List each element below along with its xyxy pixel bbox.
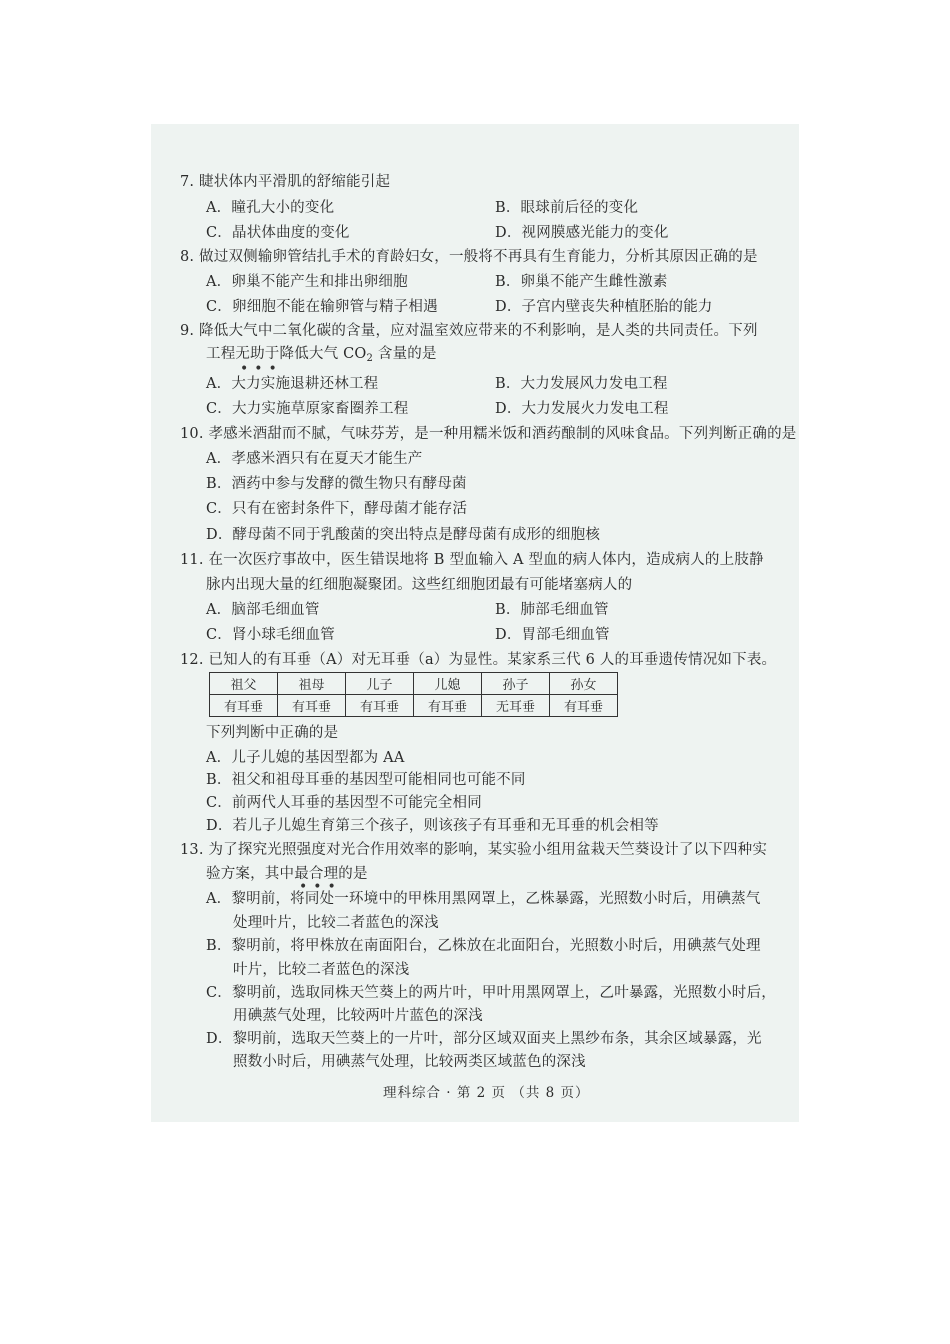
q11-option-b: B．肺部毛细血管: [495, 602, 609, 618]
q9-stem-line2: 工程无助于降低大气 $CO_2$ 含量的是: [206, 346, 437, 364]
q8-option-b: B．卵巢不能产生雌性激素: [495, 274, 668, 290]
q11-option-d: D．胃部毛细血管: [495, 627, 610, 643]
q13-option-a-line1: A．黎明前，将同处一环境中的甲株用黑网罩上，乙株暴露，光照数小时后，用碘蒸气: [206, 891, 761, 907]
q12-option-d: D．若儿子儿媳生育第三个孩子，则该孩子有耳垂和无耳垂的机会相等: [206, 818, 659, 834]
page-footer: 理科综合 · 第 2 页 （共 8 页）: [383, 1085, 590, 1101]
table-cell: 有耳垂: [210, 695, 278, 717]
table-cell: 有耳垂: [414, 695, 482, 717]
q9-option-a: A．大力实施退耕还林工程: [206, 376, 379, 392]
table-cell: 有耳垂: [550, 695, 618, 717]
table-cell: 祖母: [278, 673, 346, 695]
q10-option-c: C．只有在密封条件下，酵母菌才能存活: [206, 501, 468, 517]
table-cell: 孙女: [550, 673, 618, 695]
table-header-row: [210, 673, 618, 695]
table-cell: 有耳垂: [346, 695, 414, 717]
q7-option-d: D．视网膜感光能力的变化: [495, 225, 669, 241]
q8-option-c: C．卵细胞不能在输卵管与精子相遇: [206, 299, 438, 315]
q12-option-b: B．祖父和祖母耳垂的基因型可能相同也可能不同: [206, 772, 526, 788]
q11-option-c: C．肾小球毛细血管: [206, 627, 335, 643]
q10-option-d: D．酵母菌不同于乳酸菌的突出特点是酵母菌有成形的细胞核: [206, 527, 601, 543]
table-cell: 祖父: [210, 673, 278, 695]
q13-stem-line1: 13. 为了探究光照强度对光合作用效率的影响，某实验小组用盆栽天竺葵设计了以下四种实: [180, 842, 768, 858]
q7-option-a: A．瞳孔大小的变化: [206, 200, 335, 216]
q13-option-b-line1: B．黎明前，将甲株放在南面阳台，乙株放在北面阳台，光照数小时后，用碘蒸气处理: [206, 938, 761, 954]
q13-stem-line2: 验方案，其中最合理的是: [206, 866, 368, 882]
q9-option-b: B．大力发展风力发电工程: [495, 376, 668, 392]
table-cell: 孙子: [482, 673, 550, 695]
q12-option-a: A．儿子儿媳的基因型都为 AA: [206, 750, 405, 766]
q7-option-b: B．眼球前后径的变化: [495, 200, 639, 216]
q13-option-d-line1: D．黎明前，选取天竺葵上的一片叶，部分区域双面夹上黑纱布条，其余区域暴露，光: [206, 1031, 762, 1047]
q9-stem-line1: 9. 降低大气中二氧化碳的含量，应对温室效应带来的不利影响，是人类的共同责任。下列: [180, 323, 758, 339]
q10-option-a: A．孝感米酒只有在夏天才能生产: [206, 451, 423, 467]
q8-option-a: A．卵巢不能产生和排出卵细胞: [206, 274, 408, 290]
emphasis-dots: •••: [240, 361, 283, 377]
q13-option-c-line2: 用碘蒸气处理，比较两叶片蓝色的深浅: [233, 1008, 483, 1024]
q10-stem: 10. 孝感米酒甜而不腻，气味芬芳，是一种用糯米饭和酒药酿制的风味食品。下列判断正确的是: [180, 426, 797, 442]
ear-lobe-table: [209, 672, 618, 717]
q12-lead: 下列判断中正确的是: [206, 725, 339, 741]
q10-option-b: B．酒药中参与发酵的微生物只有酵母菌: [206, 476, 467, 492]
table-cell: 儿子: [346, 673, 414, 695]
q11-stem-line1: 11. 在一次医疗事故中，医生错误地将 B 型血输入 A 型血的病人体内，造成病人的上肢静: [180, 552, 764, 568]
table-cell: 有耳垂: [278, 695, 346, 717]
q7-stem: 7. 睫状体内平滑肌的舒缩能引起: [180, 174, 391, 190]
q13-option-c-line1: C．黎明前，选取同株天竺葵上的两片叶，甲叶用黑网罩上，乙叶暴露，光照数小时后，: [206, 985, 776, 1001]
q9-option-d: D．大力发展火力发电工程: [495, 401, 669, 417]
q8-option-d: D．子宫内壁丧失种植胚胎的能力: [495, 299, 713, 315]
q12-option-c: C．前两代人耳垂的基因型不可能完全相同: [206, 795, 482, 811]
q13-option-b-line2: 叶片，比较二者蓝色的深浅: [233, 962, 410, 978]
emphasis-dots: •••: [299, 879, 342, 895]
table-cell: 儿媳: [414, 673, 482, 695]
q13-option-d-line2: 照数小时后，用碘蒸气处理，比较两类区域蓝色的深浅: [233, 1054, 586, 1070]
q7-option-c: C．晶状体曲度的变化: [206, 225, 350, 241]
q9-option-c: C．大力实施草原家畜圈养工程: [206, 401, 409, 417]
table-row: [210, 695, 618, 717]
q11-option-a: A．脑部毛细血管: [206, 602, 320, 618]
q11-stem-line2: 脉内出现大量的红细胞凝聚团。这些红细胞团最有可能堵塞病人的: [206, 577, 633, 593]
q8-stem: 8. 做过双侧输卵管结扎手术的育龄妇女，一般将不再具有生育能力，分析其原因正确的是: [180, 249, 758, 265]
q13-option-a-line2: 处理叶片，比较二者蓝色的深浅: [233, 915, 439, 931]
q12-stem: 12. 已知人的有耳垂（A）对无耳垂（a）为显性。某家系三代 6 人的耳垂遗传情况如下表。: [180, 652, 777, 668]
table-cell: 无耳垂: [482, 695, 550, 717]
